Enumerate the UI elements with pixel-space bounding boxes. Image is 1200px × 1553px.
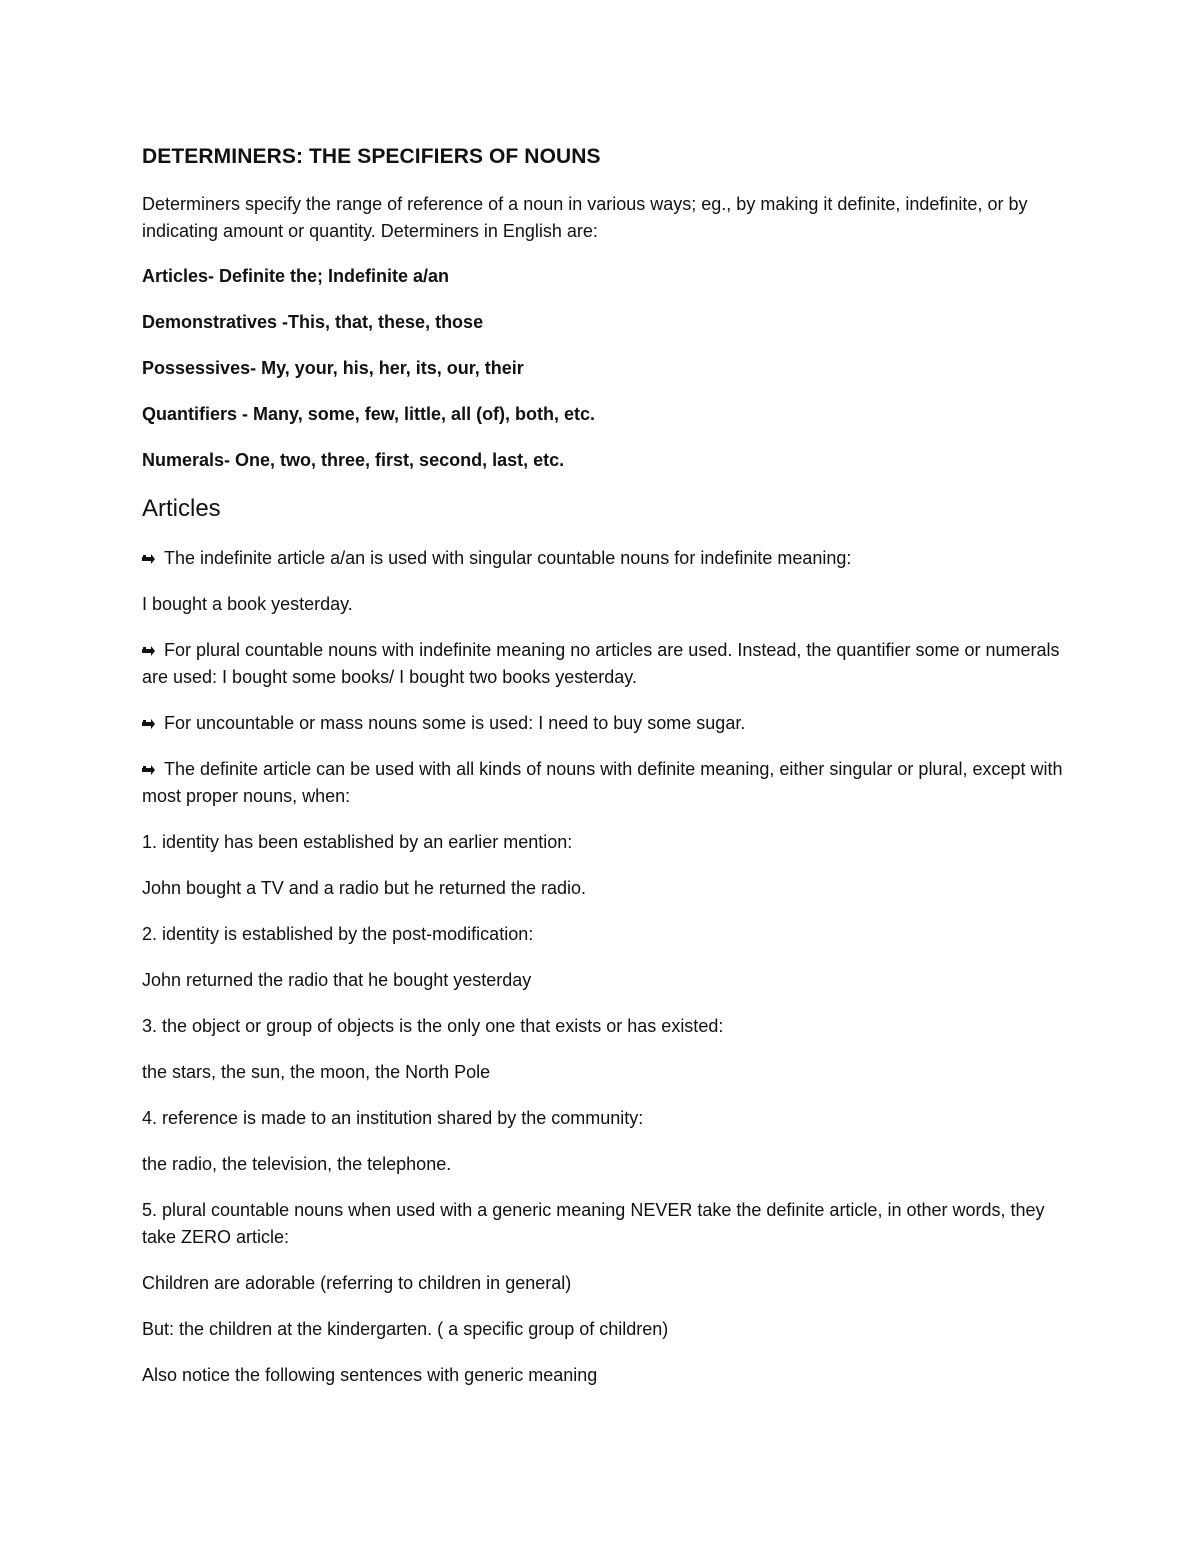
intro-paragraph: Determiners specify the range of reference of a noun in various ways; eg., by making it definite, indefinite, or by indicating amount or quantity. Determiners in English are: (142, 194, 1028, 241)
determiner-numerals: Numerals- One, two, three, first, second, last, etc. (142, 450, 565, 470)
example-line: the radio, the television, the telephone. (142, 1154, 452, 1174)
determiner-demonstratives: Demonstratives -This, that, these, those (142, 312, 484, 332)
section-heading-articles: Articles (142, 495, 221, 522)
rule-line: 5. plural countable nouns when used with a generic meaning NEVER take the definite article, in other words, they take ZERO article: (142, 1200, 1045, 1247)
bullet-text: The definite article can be used with all kinds of nouns with definite meaning, either singular or plural, except with most proper nouns, when: (142, 759, 1063, 806)
bullet-paragraph (142, 756, 1072, 810)
bullet-paragraph (142, 637, 1072, 691)
example-line: John bought a TV and a radio but he returned the radio. (142, 878, 586, 898)
pointing-hand-icon (142, 718, 156, 730)
rule-line: 3. the object or group of objects is the only one that exists or has existed: (142, 1016, 724, 1036)
pointing-hand-icon (142, 764, 156, 776)
document-title: DETERMINERS: THE SPECIFIERS OF NOUNS (142, 145, 601, 168)
rule-line: 2. identity is established by the post-modification: (142, 924, 534, 944)
document-page (142, 145, 1072, 1408)
bullet-text: For plural countable nouns with indefinite meaning no articles are used. Instead, the quantifier some or numerals are used: I bought some books/ I bought two books yesterday. (142, 640, 1060, 687)
determiner-possessives: Possessives- My, your, his, her, its, our, their (142, 358, 524, 378)
rule-line: 1. identity has been established by an earlier mention: (142, 832, 573, 852)
pointing-hand-icon (142, 645, 156, 657)
example-line: Children are adorable (referring to children in general) (142, 1273, 572, 1293)
bullet-paragraph (142, 545, 1072, 572)
bullet-text: The indefinite article a/an is used with singular countable nouns for indefinite meaning: (164, 548, 852, 568)
determiner-quantifiers: Quantifiers - Many, some, few, little, all (of), both, etc. (142, 404, 596, 424)
example-line: the stars, the sun, the moon, the North Pole (142, 1062, 491, 1082)
bullet-text: For uncountable or mass nouns some is used: I need to buy some sugar. (164, 713, 746, 733)
example-line: John returned the radio that he bought yesterday (142, 970, 532, 990)
example-line: But: the children at the kindergarten. ( a specific group of children) (142, 1319, 669, 1339)
determiner-articles: Articles- Definite the; Indefinite a/an (142, 266, 450, 286)
pointing-hand-icon (142, 553, 156, 565)
bullet-paragraph (142, 710, 1072, 737)
closing-line: Also notice the following sentences with generic meaning (142, 1365, 598, 1385)
rule-line: 4. reference is made to an institution shared by the community: (142, 1108, 644, 1128)
example-line: I bought a book yesterday. (142, 594, 353, 614)
